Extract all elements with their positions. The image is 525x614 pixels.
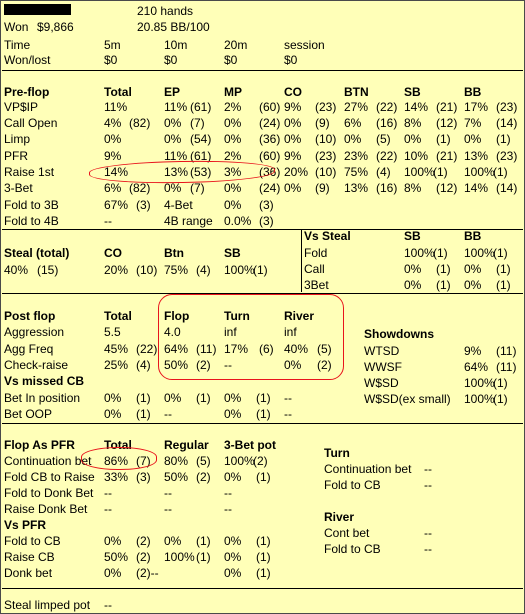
stat-label: Call Open: [4, 116, 58, 130]
stat-count: (1): [256, 407, 271, 421]
stat-value: 75%: [344, 165, 369, 179]
wonlost-session: $0: [284, 53, 298, 67]
stat-value: --: [424, 478, 432, 492]
stat-label: Cont bet: [324, 526, 370, 540]
postflop-col-total: Total: [104, 309, 132, 323]
stat-count: (2)--: [136, 566, 159, 580]
preflop-col-mp: MP: [224, 85, 242, 99]
stat-value: --: [424, 542, 432, 556]
stat-value: 0%: [224, 198, 242, 212]
vs-missed-cb-heading: Vs missed CB: [4, 374, 85, 388]
stat-count: (60): [259, 100, 281, 114]
stat-value: 0%: [164, 391, 182, 405]
stat-value: 6%: [104, 181, 122, 195]
flop-as-pfr-col-total: Total: [104, 438, 132, 452]
stat-label: 3-Bet: [4, 181, 33, 195]
stat-count: (2): [136, 550, 151, 564]
stat-value: 9%: [284, 149, 302, 163]
stat-value: --: [284, 407, 292, 421]
stat-count: (5): [196, 454, 211, 468]
stat-count: (7): [190, 116, 205, 130]
stat-label: PFR: [4, 149, 28, 163]
stat-value: 100%: [464, 246, 495, 260]
stat-value: 14%: [104, 165, 129, 179]
stat-count: (10): [136, 263, 158, 277]
stat-value: 13%: [464, 149, 489, 163]
stat-value: 20%: [284, 165, 309, 179]
stat-value: --: [224, 502, 232, 516]
stat-value: 14%: [464, 181, 489, 195]
stat-value: --: [164, 407, 172, 421]
stat-value: 40%: [284, 342, 309, 356]
stat-count: (11): [496, 360, 517, 374]
flop-as-pfr-col-regular: Regular: [164, 438, 209, 452]
stat-value: 0%: [224, 391, 242, 405]
stat-count: (82): [129, 116, 151, 130]
stat-label: Bet OOP: [4, 407, 53, 421]
steal-col-btn: Btn: [164, 246, 184, 260]
stat-label: Raise 1st: [4, 165, 55, 179]
stat-count: (6): [259, 342, 274, 356]
stat-count: (2): [136, 534, 151, 548]
stat-count: (1): [256, 566, 271, 580]
flop-as-pfr-heading: Flop As PFR: [4, 438, 75, 452]
showdowns-heading: Showdowns: [364, 327, 434, 341]
stat-count: (10): [315, 165, 337, 179]
stat-value: 0%: [344, 132, 362, 146]
won-value: $9,866: [37, 20, 74, 34]
stat-count: (11): [196, 342, 217, 356]
stat-count: (1): [496, 132, 511, 146]
stat-count: (1): [196, 534, 211, 548]
stat-count: (7): [190, 181, 205, 195]
stat-count: (16): [376, 116, 398, 130]
stat-count: (1): [496, 278, 511, 292]
stat-value: --: [104, 214, 112, 228]
postflop-col-turn: Turn: [224, 309, 250, 323]
vs-pfr-heading: Vs PFR: [4, 518, 47, 532]
stat-count: (22): [376, 100, 398, 114]
stat-value: 100%: [404, 246, 435, 260]
stat-label: Donk bet: [4, 566, 53, 580]
stat-count: (1): [196, 391, 211, 405]
stat-label: Bet In position: [4, 391, 81, 405]
stat-label: 4-Bet: [164, 198, 193, 212]
stat-count: (36): [259, 132, 281, 146]
turn-heading: Turn: [324, 446, 350, 460]
stat-label: Fold to 4B: [4, 214, 59, 228]
stat-value: --: [424, 526, 432, 540]
stat-value: 0.0%: [224, 214, 252, 228]
stat-value: 2%: [224, 149, 242, 163]
wonlost-label: Won/lost: [4, 53, 51, 67]
stat-label: 4B range: [164, 214, 213, 228]
stat-label: Agg Freq: [4, 342, 54, 356]
stat-value: 5.5: [104, 325, 121, 339]
stat-label: Steal limped pot: [4, 598, 91, 612]
stat-label: Fold CB to Raise: [4, 470, 95, 484]
stat-label: Raise Donk Bet: [4, 502, 88, 516]
highlight-ring-raise-1st: [89, 159, 275, 184]
stat-label: W$SD: [364, 376, 399, 390]
wonlost-5m: $0: [104, 53, 118, 67]
time-label: Time: [4, 38, 31, 52]
stat-label: Call: [304, 262, 325, 276]
stat-value: 13%: [164, 165, 189, 179]
stat-count: (11): [496, 344, 517, 358]
stat-value: 67%: [104, 198, 129, 212]
stat-count: (2): [196, 358, 211, 372]
stat-label: Continuation bet: [4, 454, 92, 468]
stat-count: (24): [259, 181, 281, 195]
stat-count: (7): [136, 454, 151, 468]
stat-label: 3Bet: [304, 278, 329, 292]
stat-label: Fold to 3B: [4, 198, 59, 212]
stat-value: 0%: [164, 181, 182, 195]
stat-value: 7%: [464, 116, 482, 130]
stat-value: 0%: [224, 534, 242, 548]
stat-value: 2%: [224, 100, 242, 114]
stat-count: (1): [136, 407, 151, 421]
preflop-col-bb: BB: [464, 85, 482, 99]
period-10m: 10m: [164, 38, 188, 52]
stat-value: 0%: [284, 358, 302, 372]
stat-value: 14%: [404, 100, 429, 114]
stat-value: 8%: [404, 181, 422, 195]
stat-value: 0%: [464, 262, 482, 276]
stat-value: 100%: [164, 550, 195, 564]
stat-value: 11%: [164, 100, 188, 114]
redacted-player-name: [4, 4, 71, 15]
preflop-col-btn: BTN: [344, 85, 369, 99]
stat-value: --: [104, 502, 112, 516]
stat-count: (1): [256, 470, 271, 484]
stat-value: 0%: [224, 407, 242, 421]
stat-value: 100%: [404, 165, 435, 179]
stat-value: 23%: [344, 149, 369, 163]
divider: [2, 70, 523, 71]
stat-count: (54): [190, 132, 212, 146]
stat-count: (5): [317, 342, 332, 356]
stat-value: 11%: [104, 100, 128, 114]
preflop-col-sb: SB: [404, 85, 421, 99]
stat-value: 80%: [164, 454, 189, 468]
postflop-heading: Post flop: [4, 309, 56, 323]
stat-value: 4%: [104, 116, 122, 130]
stat-value: --: [164, 486, 172, 500]
stat-count: (60): [259, 149, 281, 163]
stat-value: 75%: [164, 263, 189, 277]
flop-as-pfr-col-3bet-pot: 3-Bet pot: [224, 438, 276, 452]
river-heading: River: [324, 510, 355, 524]
stat-count: (1): [433, 165, 448, 179]
preflop-col-ep: EP: [164, 85, 181, 99]
stat-value: --: [104, 598, 112, 612]
divider: [2, 588, 523, 589]
stat-value: 11%: [164, 149, 188, 163]
stat-value: 0%: [224, 470, 242, 484]
stat-label: Aggression: [4, 325, 65, 339]
highlight-box-streets: [158, 294, 344, 380]
stat-value: 0%: [164, 132, 182, 146]
steal-col-sb: SB: [224, 246, 241, 260]
stat-value: 0%: [404, 278, 422, 292]
wonlost-10m: $0: [164, 53, 178, 67]
stat-count: (3): [136, 198, 151, 212]
stat-count: (4): [196, 263, 211, 277]
stat-value: --: [224, 358, 232, 372]
stat-count: (9): [315, 116, 330, 130]
stat-count: (15): [37, 263, 59, 277]
stat-count: (9): [315, 181, 330, 195]
stat-value: 27%: [344, 100, 369, 114]
stat-value: 0%: [404, 262, 422, 276]
stat-label: Fold to CB: [324, 542, 381, 556]
won-label: Won: [4, 20, 29, 34]
steal-heading: Steal (total): [4, 246, 70, 260]
stat-count: (1): [196, 550, 211, 564]
stat-count: (53): [190, 165, 212, 179]
period-5m: 5m: [104, 38, 121, 52]
bb-per-100: 20.85 BB/100: [137, 20, 210, 34]
stat-count: (1): [493, 165, 508, 179]
stat-count: (3): [136, 470, 151, 484]
stat-value: 20%: [104, 263, 129, 277]
stat-value: 0%: [104, 566, 122, 580]
stat-count: (1): [256, 534, 271, 548]
stat-count: (3): [259, 198, 274, 212]
stat-count: (1): [436, 132, 451, 146]
stat-label: Continuation bet: [324, 462, 412, 476]
divider: [301, 229, 302, 292]
postflop-col-flop: Flop: [164, 309, 190, 323]
stat-count: (4): [136, 358, 151, 372]
stat-count: (1): [136, 391, 151, 405]
stat-label: WWSF: [364, 360, 402, 374]
stat-label: Raise CB: [4, 550, 55, 564]
stat-count: (22): [376, 149, 398, 163]
stat-value: --: [284, 391, 292, 405]
stat-value: 100%: [464, 165, 495, 179]
preflop-col-co: CO: [284, 85, 302, 99]
stat-count: (1): [493, 246, 508, 260]
stat-count: (1): [433, 246, 448, 260]
stat-count: (23): [496, 100, 518, 114]
wonlost-20m: $0: [224, 53, 238, 67]
stat-value: --: [224, 486, 232, 500]
stat-value: 0%: [224, 566, 242, 580]
stat-count: (21): [436, 149, 458, 163]
stat-value: 0%: [104, 132, 122, 146]
stat-label: Fold to CB: [324, 478, 381, 492]
stat-value: --: [104, 486, 112, 500]
stat-label: Fold: [304, 246, 328, 260]
stat-count: (3): [259, 214, 274, 228]
stat-count: (23): [315, 149, 337, 163]
stat-value: 86%: [104, 454, 129, 468]
stat-label: Fold to Donk Bet: [4, 486, 94, 500]
stat-value: 0%: [284, 181, 302, 195]
stat-value: inf: [224, 325, 237, 339]
highlight-ring-cbet: [81, 447, 157, 470]
postflop-col-river: River: [284, 309, 315, 323]
stat-count: (2): [196, 470, 211, 484]
stat-value: 17%: [224, 342, 249, 356]
stat-value: 33%: [104, 470, 129, 484]
stat-value: 100%: [464, 376, 495, 390]
stat-value: 0%: [404, 132, 422, 146]
stat-value: 8%: [404, 116, 422, 130]
stat-count: (2): [317, 358, 332, 372]
preflop-col-total: Total: [104, 85, 132, 99]
stat-count: (61): [190, 149, 212, 163]
stat-count: (1): [256, 550, 271, 564]
stat-value: 45%: [104, 342, 129, 356]
stat-value: inf: [284, 325, 297, 339]
stat-label: W$SD(ex small): [364, 392, 451, 406]
stat-count: (22): [136, 342, 158, 356]
stat-value: 10%: [404, 149, 429, 163]
stat-value: 0%: [164, 534, 182, 548]
stat-count: (10): [315, 132, 337, 146]
vs-steal-col-bb: BB: [464, 229, 482, 243]
stat-count: (4): [376, 165, 391, 179]
stat-value: 0%: [104, 407, 122, 421]
vs-steal-col-sb: SB: [404, 229, 421, 243]
divider: [2, 229, 523, 230]
stat-count: (12): [436, 181, 458, 195]
stat-value: 40%: [4, 263, 29, 277]
preflop-heading: Pre-flop: [4, 85, 50, 99]
stat-value: 0%: [464, 132, 482, 146]
stat-count: (16): [376, 181, 398, 195]
stat-value: 3%: [224, 165, 242, 179]
stat-count: (61): [190, 100, 212, 114]
stat-value: 50%: [104, 550, 129, 564]
stat-value: 17%: [464, 100, 489, 114]
stat-value: 9%: [284, 100, 302, 114]
stat-label: Limp: [4, 132, 31, 146]
stat-label: Check-raise: [4, 358, 69, 372]
stat-value: 100%: [224, 263, 255, 277]
stat-count: (1): [493, 392, 508, 406]
stat-value: 0%: [224, 116, 242, 130]
stat-count: (23): [315, 100, 337, 114]
period-20m: 20m: [224, 38, 248, 52]
stat-count: (1): [436, 262, 451, 276]
stat-value: 100%: [224, 454, 255, 468]
stat-value: 0%: [104, 534, 122, 548]
stat-count: (23): [496, 149, 518, 163]
stat-value: 4.0: [164, 325, 181, 339]
stat-value: --: [164, 502, 172, 516]
stat-label: Fold to CB: [4, 534, 61, 548]
stat-count: (1): [493, 376, 508, 390]
stat-value: 13%: [344, 181, 369, 195]
stat-value: 0%: [224, 550, 242, 564]
vs-steal-heading: Vs Steal: [304, 229, 351, 243]
stat-value: 0%: [284, 132, 302, 146]
stat-count: (21): [436, 100, 458, 114]
steal-col-co: CO: [104, 246, 122, 260]
stat-count: (36): [259, 165, 281, 179]
stat-value: 0%: [224, 181, 242, 195]
stat-count: (14): [496, 116, 518, 130]
stat-count: (82): [129, 181, 151, 195]
stat-value: 100%: [464, 392, 495, 406]
divider: [2, 423, 523, 424]
stat-label: WTSD: [364, 344, 400, 358]
stat-value: 50%: [164, 358, 189, 372]
stat-value: 64%: [464, 360, 489, 374]
stat-count: (1): [496, 262, 511, 276]
stat-value: 0%: [224, 132, 242, 146]
stat-value: 9%: [104, 149, 122, 163]
stat-count: (14): [496, 181, 518, 195]
period-session: session: [284, 38, 325, 52]
stat-value: 9%: [464, 344, 482, 358]
stat-value: --: [424, 462, 432, 476]
stat-count: (1): [253, 263, 268, 277]
stat-count: (1): [436, 278, 451, 292]
stat-value: 25%: [104, 358, 129, 372]
stat-count: (2): [253, 454, 268, 468]
stat-value: 0%: [104, 391, 122, 405]
stat-value: 0%: [284, 116, 302, 130]
stat-value: 6%: [344, 116, 362, 130]
stat-value: 64%: [164, 342, 189, 356]
stat-value: 0%: [164, 116, 182, 130]
hands-count: 210 hands: [137, 4, 194, 18]
stat-count: (5): [376, 132, 391, 146]
stat-count: (24): [259, 116, 281, 130]
stat-label: VP$IP: [4, 100, 39, 114]
stat-count: (1): [256, 391, 271, 405]
stat-value: 50%: [164, 470, 189, 484]
stat-value: 0%: [464, 278, 482, 292]
stat-count: (12): [436, 116, 458, 130]
